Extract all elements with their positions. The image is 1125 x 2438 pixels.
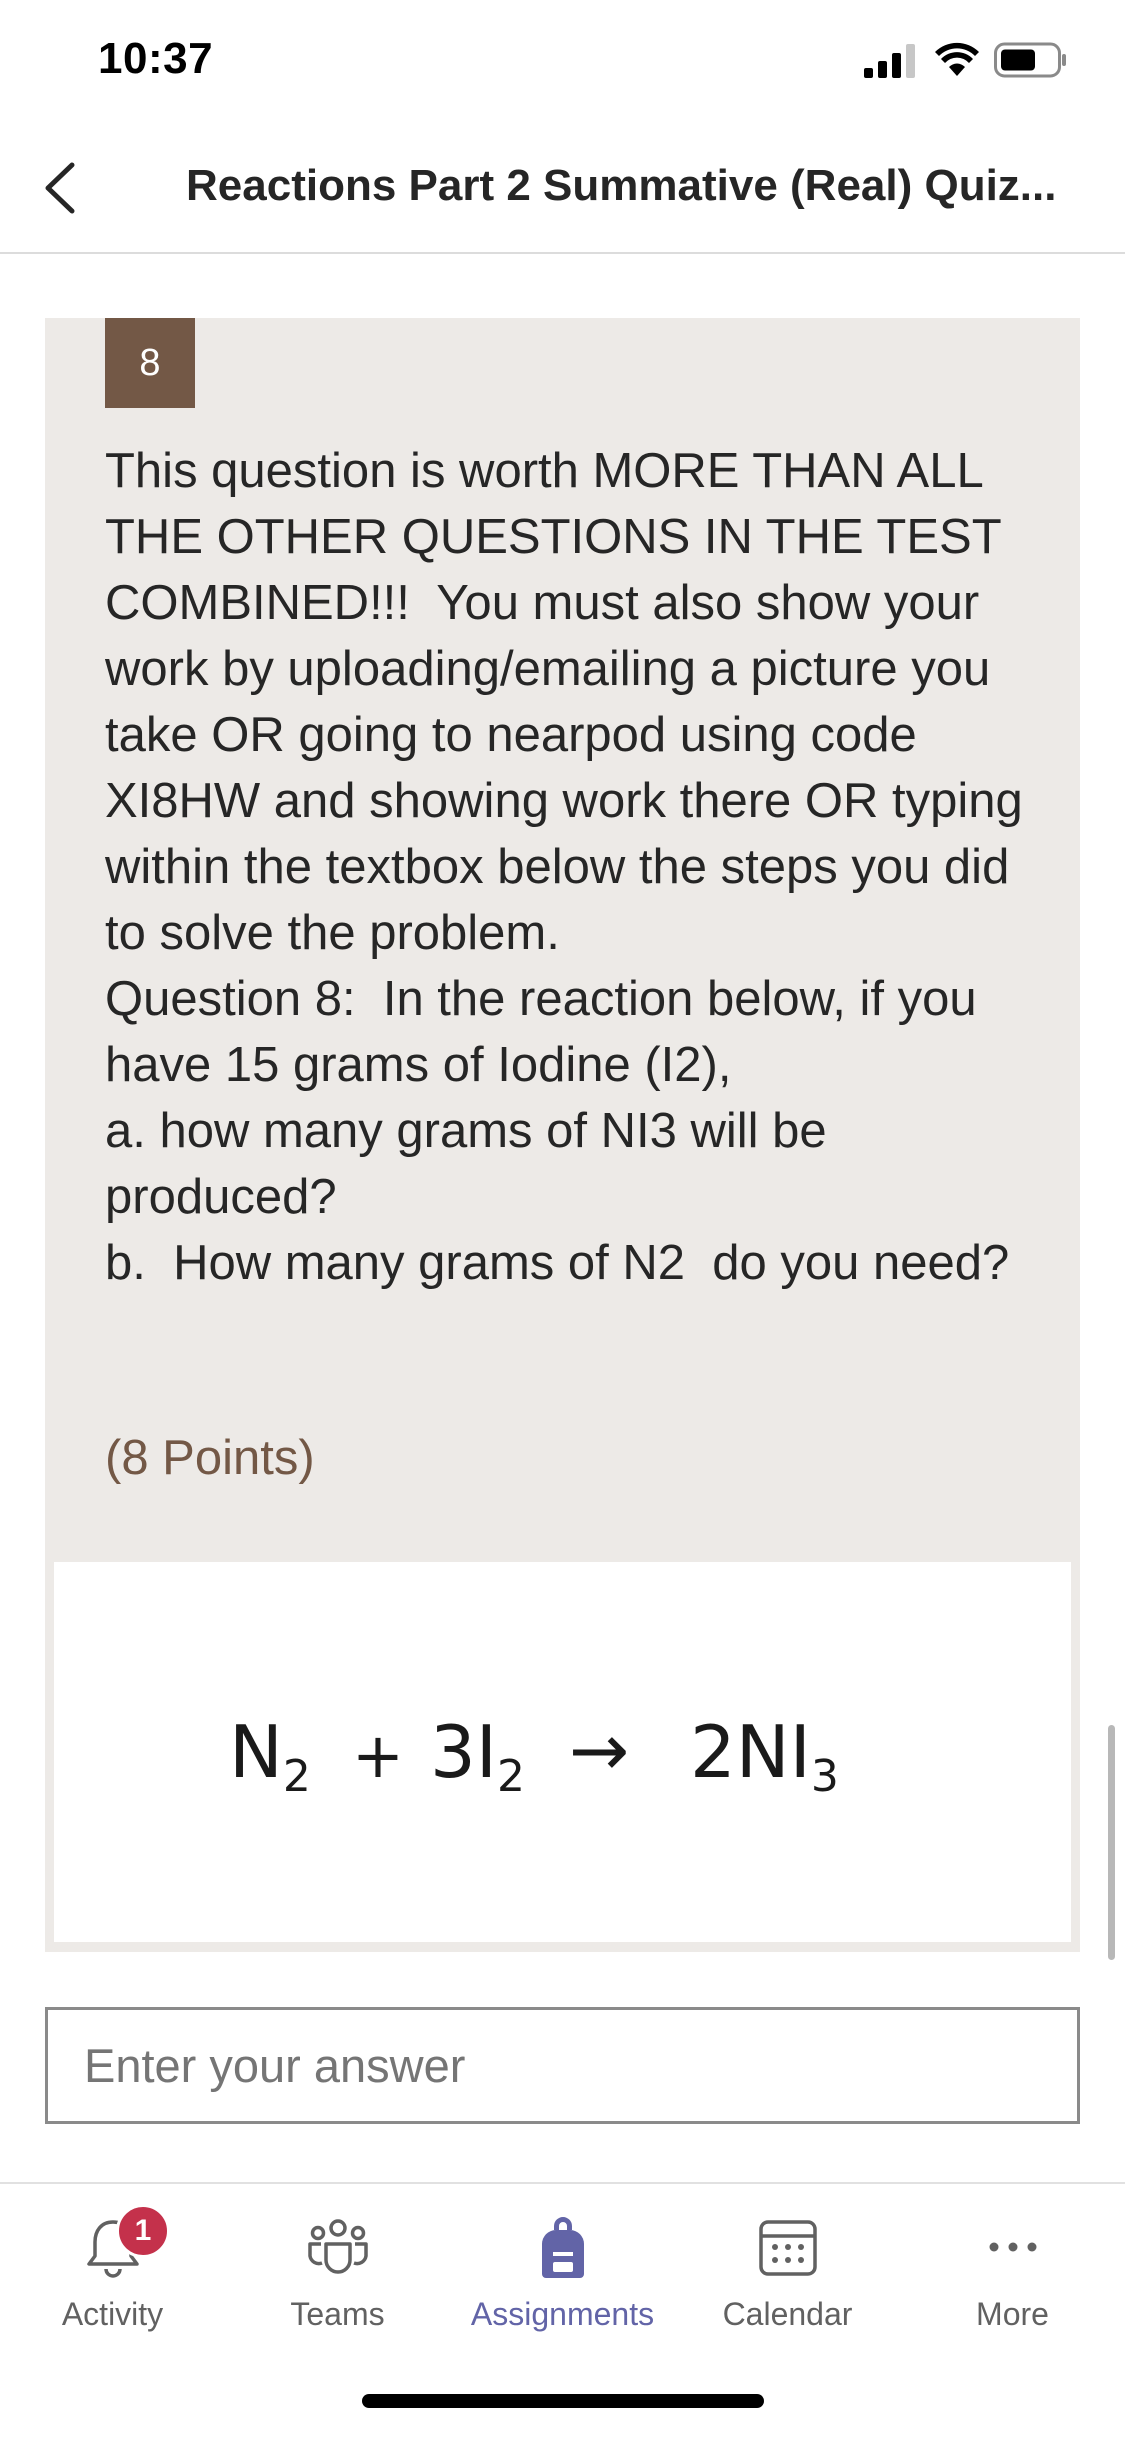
calendar-icon <box>755 2214 821 2280</box>
chemical-equation <box>54 1562 1071 1942</box>
tab-more[interactable] <box>900 2184 1125 2364</box>
tab-activity[interactable] <box>0 2184 225 2364</box>
answer-input[interactable] <box>45 2007 1080 2124</box>
svg-text:3I2 <box>430 1710 525 1802</box>
chevron-left-icon[interactable] <box>30 153 94 223</box>
equation-image <box>54 1562 1071 1942</box>
reactant-i2: 3I <box>430 1710 498 1794</box>
question-card <box>45 318 1080 1952</box>
reactant-n2: N <box>229 1710 283 1794</box>
page-title: Reactions Part 2 Summative (Real) Quiz... <box>186 161 1057 210</box>
tab-label: Calendar <box>722 2296 853 2332</box>
tab-label: More <box>976 2296 1049 2332</box>
cellular-signal-icon <box>864 44 918 78</box>
plus-sign: + <box>352 1719 404 1792</box>
reactant-i2-subscript: 2 <box>497 1751 526 1802</box>
tab-assignments[interactable] <box>450 2184 675 2364</box>
reaction-arrow: → <box>569 1708 630 1792</box>
product-ni3: 2NI <box>690 1710 811 1794</box>
battery-icon <box>994 42 1068 78</box>
tab-calendar[interactable] <box>675 2184 900 2364</box>
tab-label: Assignments <box>470 2296 655 2332</box>
status-bar <box>0 0 1125 125</box>
scrollbar-thumb[interactable] <box>1108 1725 1115 1960</box>
question-number: 8 <box>105 318 195 408</box>
question-points: (8 Points) <box>105 1431 315 1485</box>
more-dots-icon <box>980 2214 1046 2280</box>
backpack-icon <box>530 2214 596 2280</box>
status-time: 10:37 <box>98 34 214 83</box>
product-ni3-subscript: 3 <box>810 1751 839 1802</box>
reactant-n2-subscript: 2 <box>282 1751 311 1802</box>
notification-badge: 1 <box>116 2204 170 2258</box>
svg-text:N2 <box>229 1710 311 1802</box>
question-text: This question is worth MORE THAN ALL THE OTHER QUESTIONS IN THE TEST COMBINED!!! You must also show your work by uploading/emailing a picture you take OR going to nearpod using code XI8HW and showing work there OR typing within the textbox below the steps you did to solve the problem. Question 8: In the reaction below, if you have 15 grams of Iodine (I2), a. how many grams of NI3 will be produced? b. How many grams of N2 do you need? <box>105 444 1023 1290</box>
tab-teams[interactable] <box>225 2184 450 2364</box>
svg-text:2NI3 <box>690 1710 839 1802</box>
tab-label: Teams <box>290 2296 385 2332</box>
teams-icon <box>305 2214 371 2280</box>
home-indicator <box>362 2394 764 2408</box>
wifi-icon <box>935 42 979 78</box>
tab-label: Activity <box>61 2296 164 2332</box>
navigation-header <box>0 125 1125 254</box>
